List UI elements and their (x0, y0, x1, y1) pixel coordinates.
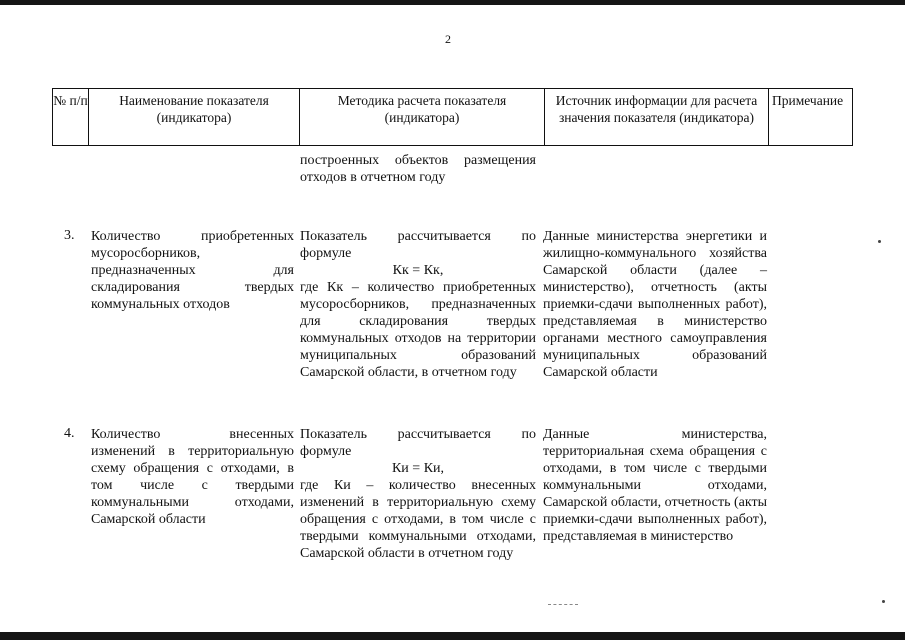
method-intro: Показатель рассчитывается по формуле (300, 427, 536, 459)
row-method (300, 426, 536, 562)
method-detail: где Ки – количество внесенных изменений в территориальную схему обращения с отходами, в том числе с твердыми коммунальными отходами, Самарской области в отчетном году (300, 478, 536, 561)
header-source: Источник информации для расчета значения показателя (индикатора) (544, 89, 768, 145)
formula: Кк = Кк, (392, 263, 444, 278)
header-name: Наименование показателя (индикатора) (88, 89, 299, 145)
scan-bottom-edge (0, 632, 905, 640)
header-note: Примечание (768, 89, 854, 145)
page-number: 2 (445, 32, 451, 46)
row-source: Данные министерства энергетики и жилищно-коммунального хозяйства Самарской области (далее – министерство), отчетность (акты приемки-сдачи выполненных работ), представляемая в министерство органами местного самоуправления муниципальных образований Самарской области (543, 229, 767, 380)
method-intro: Показатель рассчитывается по формуле (300, 229, 536, 261)
continuation-method: построенных объектов размещения отходов в отчетном году (300, 153, 536, 185)
row-number: 3. (64, 228, 75, 243)
header-num: № п/п (53, 93, 88, 108)
scan-speck (878, 240, 881, 243)
scan-mark (548, 604, 578, 605)
row-source: Данные министерства, территориальная схема обращения с отходами, в том числе с твердыми коммунальными отходами, Самарской области, отчетность (акты приемки-сдачи выполненных работ), представляемая в министерство (543, 427, 768, 544)
header-method: Методика расчета показателя (индикатора) (299, 89, 544, 145)
formula: Ки = Ки, (391, 461, 445, 476)
row-method (300, 228, 536, 381)
row-name: Количество внесенных изменений в территориальную схему обращения с отходами, в том числе с твердыми коммунальными отходами, Самарской области (91, 427, 294, 527)
scan-speck (882, 600, 885, 603)
table-header (52, 88, 853, 146)
row-number: 4. (64, 426, 75, 441)
scan-top-edge (0, 0, 905, 5)
method-detail: где Кк – количество приобретенных мусоросборников, предназначенных для складирования твердых коммунальных отходов на территории муниципальных образований Самарской области, в отчетном году (300, 280, 536, 380)
row-name: Количество приобретенных мусоросборников, предназначенных для складирования твердых коммунальных отходов (91, 229, 294, 312)
